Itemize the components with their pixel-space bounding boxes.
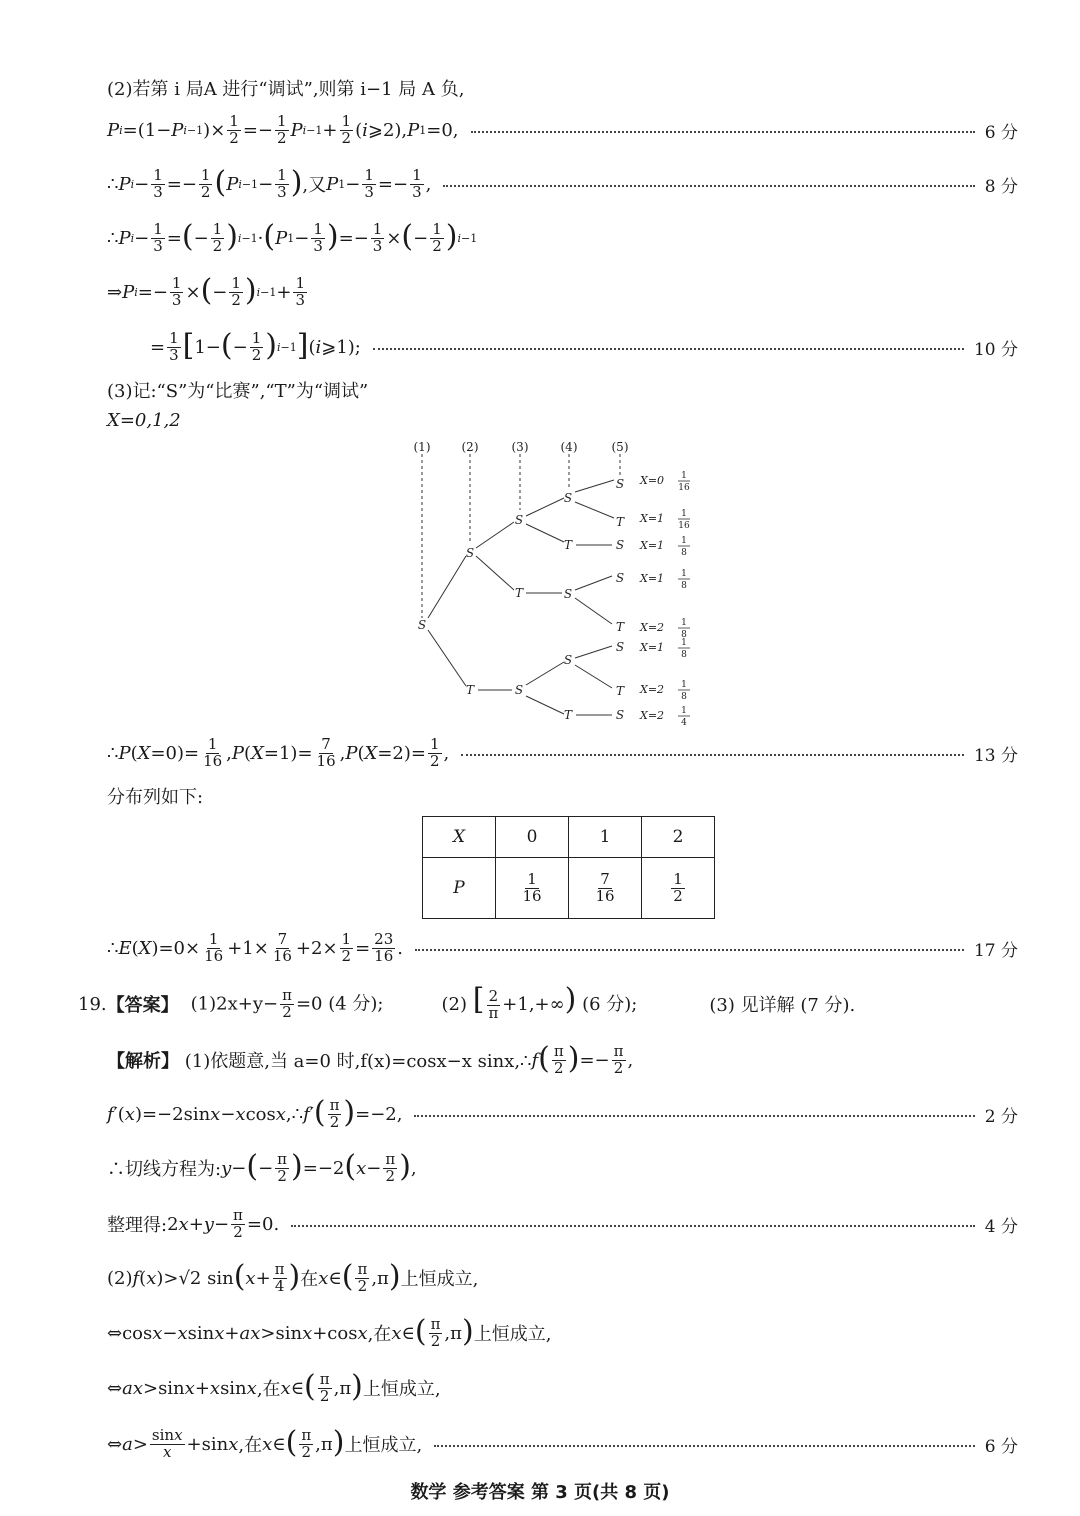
tree-outcome-prob-den: 8 (681, 692, 687, 702)
leader-dots (461, 754, 964, 756)
tree-outcome-prob-den: 8 (681, 630, 687, 640)
simplified-equation: 整理得: 2 x + y − $\frac{\pi}{2}$ =0. 4 分 (107, 1205, 1018, 1241)
tree-node: S (615, 538, 625, 552)
q19-answer-line (78, 984, 1018, 1024)
part2-inequality: (2) f ( x )>√2 sin ( x + $\frac{\pi}{4}$ ) 在 x ∈ ( $\frac{\pi}{2}$ ,π ) 上恒成立, (107, 1259, 479, 1295)
tree-outcome-prob-num: 1 (681, 706, 687, 716)
page-footer: 数学 参考答案 第 3 页(共 8 页) (410, 1482, 670, 1503)
leader-dots (471, 131, 975, 133)
tree-node: S (615, 477, 625, 491)
tree-node: T (615, 684, 625, 698)
tree-node: S (563, 653, 573, 667)
score-label: 4 分 (984, 1216, 1018, 1237)
answer-part2: (2) [ $\frac{2}{\pi}$ +1,+∞) (6 分); (441, 982, 638, 1022)
tree-outcome-label: X=2 (640, 683, 665, 696)
tree-node: S (615, 708, 625, 722)
leader-dots (434, 1445, 975, 1447)
tree-level-label: (4) (560, 440, 578, 454)
tree-branch (428, 630, 466, 686)
equation-pi-final: = $\frac{1}{3}$ [ 1− ( − $\frac{1}{2}$ ) i−1 ] ( i ⩾1); 10 分 (150, 328, 1018, 364)
tree-node: T (514, 586, 524, 600)
equation-general-term: ∴ P i − $\frac{1}{3}$ = ( − $\frac{1}{2}$ ) i−1 · ( P 1 − $\frac{1}{3}$ ) =− $\frac{1}{3}$ × ( − $\frac{1}{2}$ ) i−1 (107, 219, 478, 255)
score-label: 2 分 (984, 1106, 1018, 1127)
table-header-cell: 2 (642, 817, 715, 858)
tree-branch (526, 662, 564, 685)
question-number: 19. (78, 993, 107, 1015)
tree-branch (526, 498, 564, 516)
distribution-intro: 分布列如下: (107, 787, 204, 808)
leader-dots (414, 1115, 974, 1117)
probability-results: ∴ P ( X =0)= $\frac{1}{16}$ , P ( X =1)= $\frac{7}{16}$ , P ( X =2)= $\frac{1}{2}$ , 13 分 (107, 734, 1018, 770)
tree-branch (575, 646, 612, 658)
tree-outcome-label: X=0 (640, 474, 665, 487)
part3-intro: (3)记:“S”为“比赛”,“T”为“调试” (107, 381, 369, 402)
tree-node: T (615, 515, 625, 529)
tree-node: T (615, 620, 625, 634)
derivative-equation: f ′( x )=−2sin x − x cos x ,∴ f ′ ( $\frac{\pi}{2}$ ) =−2, 2 分 (107, 1095, 1018, 1131)
tree-node: S (514, 513, 524, 527)
equation-pi-recurrence: P i =(1− P i−1 )× $\frac{1}{2}$ =− $\frac{1}{2}$ P i−1 + $\frac{1}{2}$ ( i ⩾2), P 1 =0, 6 分 (107, 111, 1018, 147)
answer-tag: 【答案】 (106, 995, 179, 1016)
equivalence-3: ⇔ a > $\frac{\sin x}{x}$ +sin x ,在 x ∈ ( $\frac{\pi}{2}$ ,π ) 上恒成立, 6 分 (107, 1425, 1018, 1461)
score-label: 6 分 (984, 1436, 1018, 1457)
tree-outcome-prob-num: 1 (681, 618, 687, 628)
tree-branch (575, 502, 614, 518)
table-cell: $\frac{7}{16}$ (569, 858, 642, 919)
tree-node: T (465, 683, 475, 697)
tree-branch (428, 556, 466, 618)
tree-branch (476, 556, 514, 590)
tree-outcome-label: X=1 (640, 539, 665, 552)
equation-geometric-form: ∴ P i − $\frac{1}{3}$ =− $\frac{1}{2}$ ( P i−1 − $\frac{1}{3}$ ) ,又 P 1 − $\frac{1}{3}$ =− $\frac{1}{3}$ , 8 分 (107, 165, 1018, 201)
answer-part1: (1)2x+y− $\frac{\pi}{2}$ =0 (4 分); (190, 985, 384, 1021)
distribution-table (422, 816, 715, 919)
x-values: X=0,1,2 (107, 409, 181, 431)
tree-outcome-prob-num: 1 (681, 471, 687, 481)
tree-outcome-prob-num: 1 (681, 569, 687, 579)
tree-outcome-label: X=2 (640, 621, 665, 634)
tree-outcome-label: X=1 (640, 512, 665, 525)
tangent-equation: ∴切线方程为: y − ( − $\frac{\pi}{2}$ ) =−2 ( x − $\frac{\pi}{2}$ ) , (107, 1149, 417, 1185)
tree-outcome-prob-den: 4 (681, 718, 687, 728)
table-row (423, 817, 715, 858)
leader-dots (415, 949, 964, 951)
table-header-cell: X (423, 817, 496, 858)
equivalence-1: ⇔cos x − x sin x + ax >sin x +cos x ,在 x ∈ ( $\frac{\pi}{2}$ ,π ) 上恒成立, (107, 1314, 552, 1350)
tree-outcome-prob-den: 16 (678, 483, 690, 493)
tree-node: T (563, 708, 573, 722)
tree-branch (575, 576, 612, 590)
table-header-cell: 0 (496, 817, 569, 858)
score-label: 8 分 (984, 176, 1018, 197)
tree-node: S (563, 587, 573, 601)
score-label: 17 分 (973, 940, 1018, 961)
part2-intro: (2)若第 i 局A 进行“调试”,则第 i−1 局 A 负, (107, 79, 465, 100)
tree-outcome-prob-num: 1 (681, 638, 687, 648)
tree-node: S (615, 640, 625, 654)
table-header-cell: 1 (569, 817, 642, 858)
tree-outcome-prob-den: 8 (681, 548, 687, 558)
tree-level-label: (2) (461, 440, 479, 454)
tree-node: S (615, 571, 625, 585)
expectation-equation: ∴ E ( X )=0× $\frac{1}{16}$ +1× $\frac{7}{16}$ +2× $\frac{1}{2}$ = $\frac{23}{16}$ . 17 分 (107, 929, 1018, 965)
tree-outcome-label: X=1 (640, 641, 665, 654)
table-cell: $\frac{1}{2}$ (642, 858, 715, 919)
answer-part3: (3) 见详解 (7 分). (709, 995, 856, 1016)
tree-node: S (514, 683, 524, 697)
leader-dots (291, 1225, 975, 1227)
tree-level-label: (1) (413, 440, 431, 454)
equation-pi-solved: ⇒ P i =− $\frac{1}{3}$ × ( − $\frac{1}{2}$ ) i−1 + $\frac{1}{3}$ (107, 273, 306, 309)
tree-level-label: (3) (511, 440, 529, 454)
tree-node: S (417, 618, 427, 632)
tree-outcome-label: X=2 (640, 709, 665, 722)
tree-outcome-prob-den: 8 (681, 581, 687, 591)
tree-outcome-prob-num: 1 (681, 509, 687, 519)
tree-outcome-label: X=1 (640, 572, 665, 585)
score-label: 10 分 (973, 339, 1018, 360)
score-label: 13 分 (973, 745, 1018, 766)
tree-level-label: (5) (611, 440, 629, 454)
tree-outcome-prob-num: 1 (681, 680, 687, 690)
score-label: 6 分 (984, 122, 1018, 143)
table-row-label: P (423, 858, 496, 919)
leader-dots (373, 348, 964, 350)
tree-outcome-prob-num: 1 (681, 536, 687, 546)
tree-branch (526, 524, 564, 542)
tree-branch (575, 598, 612, 624)
table-row (423, 858, 715, 919)
tree-outcome-prob-den: 16 (678, 521, 690, 531)
tree-node: T (563, 538, 573, 552)
tree-branch (575, 665, 612, 688)
tree-outcome-prob-den: 8 (681, 650, 687, 660)
table-cell: $\frac{1}{16}$ (496, 858, 569, 919)
probability-tree-diagram (400, 432, 700, 732)
tree-node: S (465, 546, 475, 560)
tree-branch (476, 522, 514, 548)
leader-dots (443, 185, 974, 187)
equivalence-2: ⇔ ax >sin x + x sin x ,在 x ∈ ( $\frac{\pi}{2}$ ,π ) 上恒成立, (107, 1369, 441, 1405)
analysis-intro: 【解析】 (1)依题意,当 a=0 时,f(x)=cosx−x sinx,∴ f ( $\frac{\pi}{2}$ ) =− $\frac{\pi}{2}$ , (107, 1041, 634, 1077)
tree-branch (526, 696, 564, 714)
tree-node: S (563, 491, 573, 505)
tree-branch (575, 480, 614, 492)
